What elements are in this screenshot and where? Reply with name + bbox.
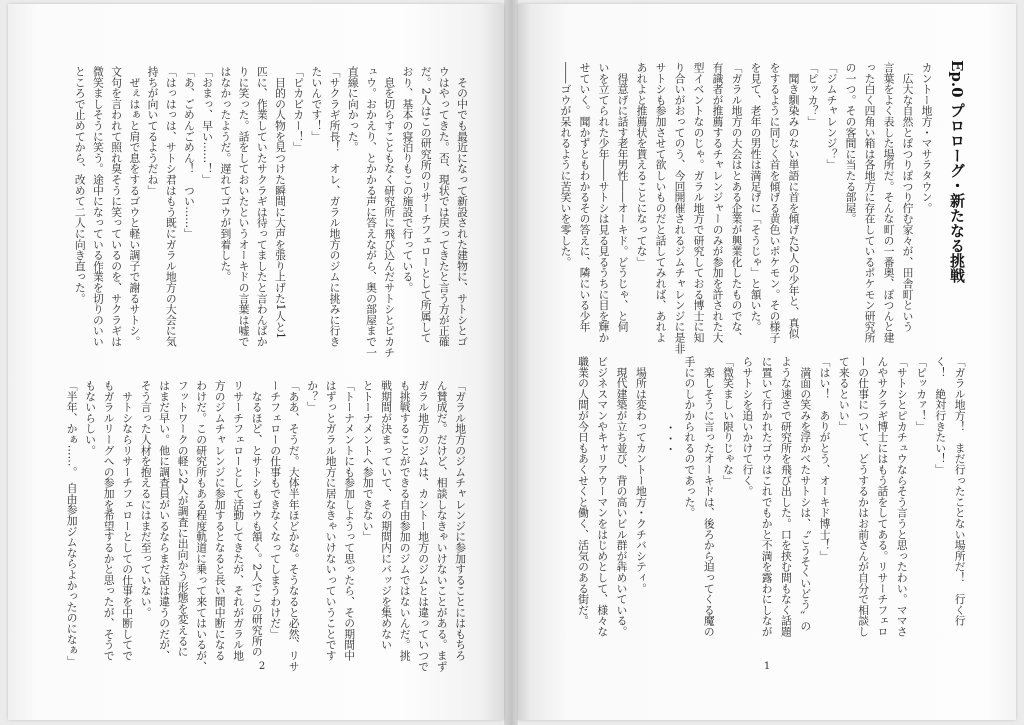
text-column: ガラル地方のジムは、カントー地方のジムとは違っていつで [417,380,431,672]
text-column: 「半年、かぁ……。 自由参加ジムならよかったのになぁ」 [65,380,79,667]
text-column: った白く四角い箱は各地方に存在しているポケモン研究所 [863,62,877,343]
text-column: だ。2人はこの研究所のリサーチフェローとして所属して [419,66,433,343]
text-column: りに笑った。話をしておいたというオーキドの言葉は嘘で [237,66,251,347]
text-column: く！ 絶対行きたい！」 [934,356,948,475]
text-column: もないらしい。 [84,380,98,456]
text-column: 「ピカピカー！」 [292,66,306,153]
text-column: 「ピッカ？」 [806,62,820,127]
text-block-lower [62,380,469,672]
right-page [518,4,1016,720]
paragraph-group-before-break [680,356,969,637]
paragraph-group-after-break [574,356,651,637]
text-column: 手にのしかかられるのであった。 [683,356,697,518]
left-page [8,4,504,720]
book-gutter [504,0,518,725]
text-column: らサトシを追いかけて行く。 [741,356,755,497]
text-column: ーの仕事について、どうするかはお前さんが自分で相談し [857,356,871,637]
text-column: 方のジムチャレンジに参加するとなると長い間中断になる [213,380,227,661]
text-column: わけだ。この研究所もある程度軌道に乗って来てはいるが、 [195,380,209,672]
text-column: んやサクラギ博士にはもう話をしてある。リサーチフェロ [876,356,890,637]
text-column: 「サトシとピカチュウならそう言うと思ったわい。ママさ [895,356,909,637]
text-column: 楽しそうに言ったオーキドは、後ろから迫ってくる魔の [702,356,716,637]
text-column: ような速さで研究所を飛び出した。口を挟む間もなく話題 [779,356,793,637]
text-column: 有識者が推薦するチャレンジャーのみが参加を許された大 [711,62,725,343]
text-column: リサーチフェローとして活動してきたが、それがガラル地 [232,380,246,661]
text-column: ん賛成だ。だけど、相談しなきゃいけないことがある。まず [435,380,449,672]
text-column: おり、基本の寝泊りもこの施設で行っている。 [401,66,415,293]
text-column: 聞き馴染みのない単語に首を傾げた2人の少年と、真似 [787,62,801,339]
text-column: 目的の人物を見つけた瞬間に大声を張り上げた1人と1 [273,66,287,339]
text-column: 持ちが向いてるようだね」 [146,66,160,196]
text-column: をするように同じく首を傾げる黄色いポケモン。その様子 [768,62,782,343]
text-column: 職業の人間が今日もあくせくと働く、活気のある街だ。 [576,356,590,626]
text-column: 文句を言われて照れ臭そうに笑っているのを、サクラギは [110,66,124,347]
text-column: 現代建築が立ち並び、背の高いビル群が犇めいている。 [615,356,629,637]
text-column: とトーナメントへ参加できない」 [361,380,375,542]
text-column: いを立てられた少年――サトシは見る見るうちに目を輝か [597,62,611,343]
text-column: 型イベントなのじゃ。ガラル地方で研究しておる博士に知 [692,62,706,343]
text-block-lower [574,356,970,637]
text-column: そう言った人材を抱えるにはまだ至っていない。 [139,380,153,618]
text-column: なるほど、とサトシもゴウも頷く。2人でこの研究所の [250,380,264,657]
text-column: 場所は変わってカントー地方・クチバシティ。 [634,356,648,594]
text-column: はまだ早い。他に調査員がいるならまだ話は違うのだが、 [158,380,172,661]
text-column: を見て、老年の男性は満足げに「そうじゃ」と頷いた。 [749,62,763,332]
text-column: 「はっはっは、サトシ君はもう既にガラル地方の大会に気 [164,66,178,347]
page-number: 2 [258,661,266,672]
scene-break: ・・・ [664,422,678,455]
text-column: り合いがおってのう、今回開催されるジムチャレンジに是非 [673,62,687,354]
text-column: カントー地方・マサラタウン。 [920,62,934,214]
text-column: 直線に向かった。 [346,66,360,153]
text-column: 「おまっ、早い……！」 [201,66,215,185]
text-column: その中でも最近になって新設された建物に、サトシとゴ [456,66,469,347]
text-column: フットワークの軽い2人が調査に出向かう形態を変えるに [176,380,190,657]
text-column: 満面の笑みを浮かべたサトシは、〝こうそくいどう〟の [799,356,813,632]
text-column: ーチフェローの仕事もできなくなってしまうわけだ」 [269,380,283,640]
text-column: 「トーナメントにも参加しようって思ったら、その期間中 [343,380,357,661]
text-column: 「あ、ごめんごめん！ つい……」 [182,66,196,239]
text-column: ウはやってきた。否、現状では戻ってきたと言う方が正確 [437,66,451,347]
text-column: サトシも参加させて欲しいものだと話してみれば、あれよ [654,62,668,343]
text-column: 「サクラギ所長！ オレ、ガラル地方のジムに挑みに行き [328,66,342,347]
text-column: 「ガラル地方のジムチャレンジに参加することにはもちろ [454,380,468,661]
text-column: サトシならリサーチフェローとしての仕事を中断してで [121,380,135,661]
text-column: ところで止めてから、改めて二人に向き直った。 [73,66,87,304]
text-column: に置いて行かれたゴウはこれでもかと不満を露わにしなが [760,356,774,637]
text-column: 「はい！ ありがとう、オーキド博士！」 [818,356,832,562]
text-column: あれよと推薦状を貰えることになってな」 [635,62,649,268]
text-column: 息を切らすこともなく研究所に飛び込んだサトシとピカチ [383,66,397,358]
chapter-title: Ep.0 プロローグ・新たなる挑戦 [948,60,966,283]
text-column: も挑戦することができる自由参加のジムではないんだ。挑 [398,380,412,661]
text-column: か？」 [306,380,320,413]
text-column: もガラルリーグへの参加を希望するかと思ったが、そうで [102,380,116,661]
text-column: ビジネスマンやキャリアウーマンをはじめとして、様々な [596,356,610,637]
text-block-upper [557,62,937,354]
text-column: はなかったようだ。遅れてゴウが到着した。 [219,66,233,282]
text-column: 言葉をよく表した場所だ。そんな町の一番奥、ぽつんと建 [882,62,896,343]
text-column: ュウ。おかえり、とかかる声に答えながら、奥の部屋まで一 [364,66,378,358]
text-column: せていく。聞かずともわかるその答えに、隣にいる少年 [578,62,592,332]
text-column: たいんです！」 [310,66,324,142]
text-column: 戦期間が決まっていて、その期間内にバッジを集めない [380,380,394,650]
text-column: ぜぇはぁと肩で息をするゴウと軽い調子で謝るサトシ。 [128,66,142,347]
text-column: ――ゴウが呆れるように苦笑いを零した。 [559,62,573,268]
text-column: 「ガラル地方！ まだ行ったことない場所だ！ 行く行 [953,356,967,626]
page-number: 1 [763,661,771,672]
text-column: はずっとガラル地方に居なきゃいけないっていうことです [324,380,338,661]
text-column: て来るといい」 [837,356,851,432]
text-column: 広大な自然とぽつりぽつり佇む家々が、田舎町という [901,62,915,332]
text-column: 「ガラル地方の大会はとある企業が興業化したものでな、 [730,62,744,343]
text-column: 匹に、作業していたサクラギは待ってましたと言わんばか [255,66,269,347]
text-column: の一つ。その客間に当たる部屋。 [844,62,858,224]
text-column: 「ジムチャレンジ？」 [825,62,839,170]
text-column: 微笑ましそうに笑う。途中になっている作業を切りのいい [91,66,105,347]
text-column: 「ああ、そうだ。大体半年ほどかな。そうなると必然、リサ [287,380,301,672]
text-column: 「微笑ましい限りじゃな」 [722,356,736,486]
text-column: 「ピッカァ！」 [915,356,929,432]
text-column: 得意げに話す老年男性――オーキド。どうじゃ、と伺 [616,62,630,332]
text-block-upper [71,66,471,358]
